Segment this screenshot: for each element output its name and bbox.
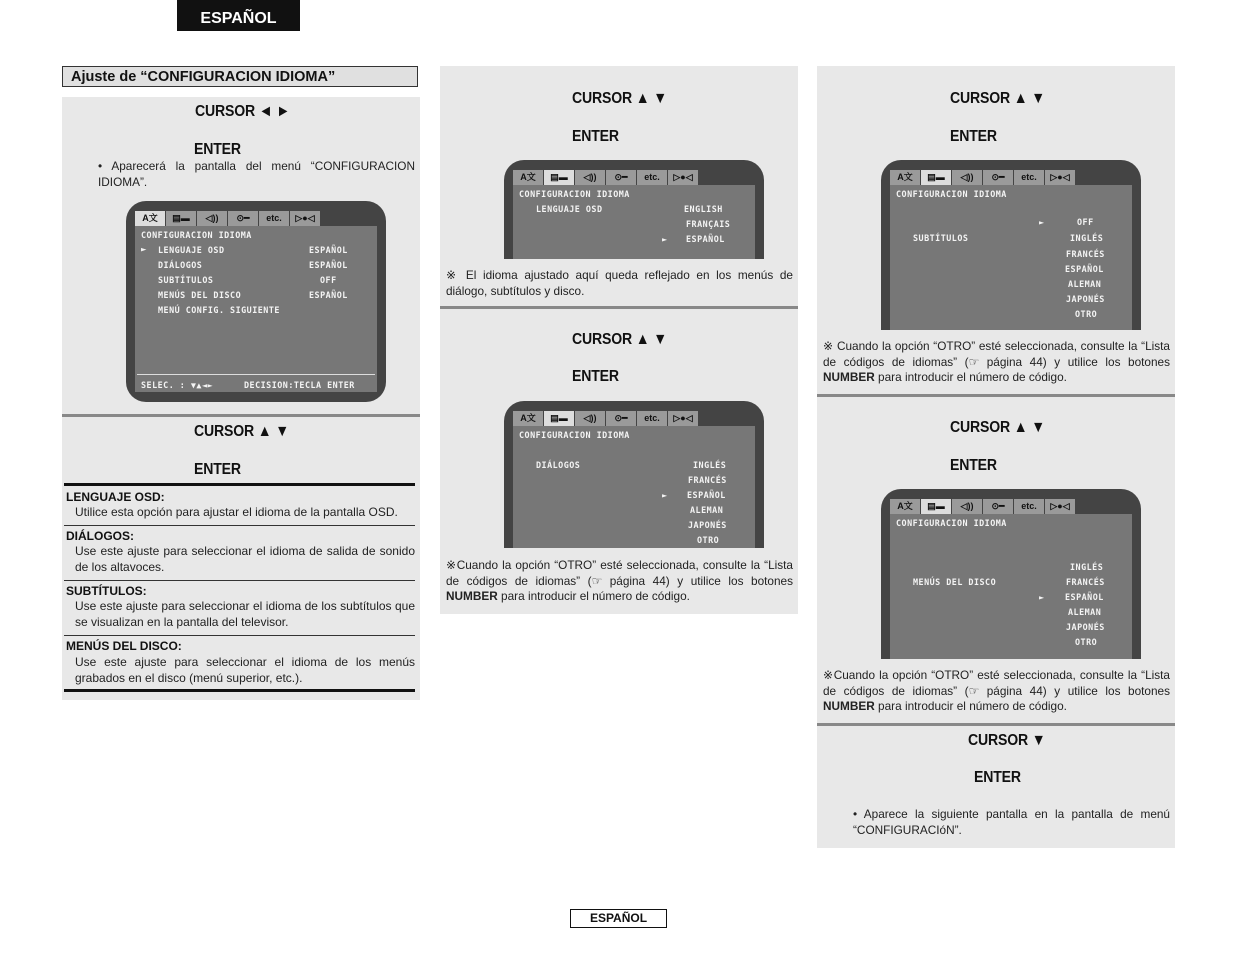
rule bbox=[64, 580, 415, 581]
osd-arrow: ► bbox=[1039, 217, 1045, 227]
col2-step-b-panel bbox=[440, 309, 798, 614]
audio-icon: ◁)) bbox=[952, 170, 983, 185]
osd-option: ESPAÑOL bbox=[1065, 592, 1104, 602]
desc-menus-del-disco: Use este ajuste para seleccionar el idioma de los menús grabados en el disco (menú superior, etc.). bbox=[75, 655, 415, 685]
cursor-down-instruction: CURSOR ▼ bbox=[968, 732, 1046, 749]
osd-footer-decision: DECISION:TECLA ENTER bbox=[244, 380, 355, 390]
enter-instruction: ENTER bbox=[974, 769, 1021, 786]
key-icon: ⊙━ bbox=[606, 411, 637, 426]
audio-icon: ◁)) bbox=[575, 170, 606, 185]
language-icon: A文 bbox=[890, 499, 921, 514]
rule bbox=[64, 635, 415, 636]
rule bbox=[64, 689, 415, 692]
osd-option: JAPONÉS bbox=[688, 520, 727, 530]
note-a bbox=[823, 339, 1170, 386]
term-menus-del-disco: MENÚS DEL DISCO: bbox=[66, 639, 182, 653]
desc-subtitulos: Use este ajuste para seleccionar el idioma de los subtítulos que se visualizan en la pantalla del televisor. bbox=[75, 599, 415, 629]
cursor-up-down-instruction: CURSOR ▲ ▼ bbox=[572, 331, 667, 348]
note-a: ※ El idioma ajustado aquí queda reflejado en los menús de diálogo, subtítulos y disco. bbox=[446, 268, 793, 298]
cursor-up-down-instruction: CURSOR ▲ ▼ bbox=[950, 419, 1045, 436]
osd-title: CONFIGURACION IDIOMA bbox=[896, 189, 1007, 199]
note-b-text: ※Cuando la opción “OTRO” esté seleccionada, consulte la “Lista de códigos de idiomas” (☞ página 44) y utilice los botones bbox=[446, 558, 793, 588]
tv-screen-osd-language bbox=[504, 160, 764, 259]
language-tab-footer: ESPAÑOL bbox=[570, 909, 667, 928]
note-a-number: NUMBER bbox=[823, 370, 875, 384]
osd-row-value: ESPAÑOL bbox=[309, 260, 348, 270]
step1-note: • Aparecerá la pantalla del menú “CONFIGURACION IDIOMA”. bbox=[98, 159, 415, 189]
osd-title: CONFIGURACION IDIOMA bbox=[896, 518, 1007, 528]
col2-step-a-panel bbox=[440, 66, 798, 306]
section-title: Ajuste de “CONFIGURACION IDIOMA” bbox=[62, 66, 418, 87]
enter-instruction: ENTER bbox=[572, 368, 619, 385]
desc-dialogos: Use este ajuste para seleccionar el idioma de salida de sonido de los altavoces. bbox=[75, 544, 415, 574]
osd-option: ESPAÑOL bbox=[686, 234, 725, 244]
osd-option: OTRO bbox=[1075, 637, 1098, 647]
osd-row-label: SUBTÍTULOS bbox=[158, 275, 214, 285]
display-icon: ▤▬ bbox=[166, 211, 197, 226]
osd-option: OTRO bbox=[697, 535, 720, 545]
osd-row-value: ESPAÑOL bbox=[309, 245, 348, 255]
playback-icon: ▷●◁ bbox=[668, 170, 699, 185]
enter-instruction: ENTER bbox=[194, 461, 241, 478]
language-icon: A文 bbox=[890, 170, 921, 185]
osd-option: INGLÉS bbox=[1070, 562, 1104, 572]
enter-instruction: ENTER bbox=[194, 141, 241, 158]
note-c: • Aparece la siguiente pantalla en la pantalla de menú “CONFIGURACIóN”. bbox=[853, 807, 1170, 837]
enter-instruction: ENTER bbox=[572, 128, 619, 145]
osd-option: FRANCÉS bbox=[1066, 249, 1105, 259]
osd-screen bbox=[890, 514, 1132, 659]
osd-label: LENGUAJE OSD bbox=[536, 204, 603, 214]
col3-step-b-panel bbox=[817, 397, 1175, 723]
osd-option: ESPAÑOL bbox=[1065, 264, 1104, 274]
key-icon: ⊙━ bbox=[983, 499, 1014, 514]
osd-title: CONFIGURACION IDIOMA bbox=[519, 189, 630, 199]
note-a-text: ※ Cuando la opción “OTRO” esté seleccionada, consulte la “Lista de códigos de idiomas” (☞ página 44) y utilice los botones bbox=[823, 339, 1170, 369]
note-b-text: ※Cuando la opción “OTRO” esté seleccionada, consulte la “Lista de códigos de idiomas” (☞ página 44) y utilice los botones bbox=[823, 668, 1170, 698]
osd-option: OTRO bbox=[1075, 309, 1098, 319]
etc-icon: etc. bbox=[259, 211, 290, 226]
etc-icon: etc. bbox=[1014, 499, 1045, 514]
osd-option: JAPONÉS bbox=[1066, 622, 1105, 632]
osd-icon-bar bbox=[135, 211, 321, 226]
osd-title: CONFIGURACION IDIOMA bbox=[141, 230, 252, 240]
osd-option: ENGLISH bbox=[684, 204, 723, 214]
osd-option: ESPAÑOL bbox=[687, 490, 726, 500]
osd-arrow: ► bbox=[1039, 592, 1045, 602]
col1-step1-panel bbox=[62, 97, 420, 414]
osd-label: DIÁLOGOS bbox=[536, 460, 581, 470]
osd-option: OFF bbox=[1077, 217, 1094, 227]
enter-instruction: ENTER bbox=[950, 128, 997, 145]
audio-icon: ◁)) bbox=[952, 499, 983, 514]
note-b bbox=[446, 558, 793, 605]
cursor-up-down-instruction: CURSOR ▲ ▼ bbox=[950, 90, 1045, 107]
term-lenguaje-osd: LENGUAJE OSD: bbox=[66, 490, 165, 504]
osd-arrow: ► bbox=[662, 490, 668, 500]
cursor-up-down-instruction: CURSOR ▲ ▼ bbox=[572, 90, 667, 107]
playback-icon: ▷●◁ bbox=[290, 211, 321, 226]
tv-screen-subtitulos bbox=[881, 160, 1141, 330]
osd-row-label: MENÚS DEL DISCO bbox=[158, 290, 242, 300]
osd-screen bbox=[890, 185, 1132, 330]
tv-screen-menus-del-disco bbox=[881, 489, 1141, 659]
osd-option: JAPONÉS bbox=[1066, 294, 1105, 304]
audio-icon: ◁)) bbox=[197, 211, 228, 226]
osd-row-label: DIÁLOGOS bbox=[158, 260, 203, 270]
cursor-up-down-instruction: CURSOR ▲ ▼ bbox=[194, 423, 289, 440]
language-icon: A文 bbox=[513, 411, 544, 426]
osd-option: ALEMAN bbox=[1068, 607, 1102, 617]
tv-screen-dialogos bbox=[504, 401, 764, 548]
osd-screen bbox=[513, 426, 755, 548]
osd-option: INGLÉS bbox=[693, 460, 727, 470]
enter-instruction: ENTER bbox=[950, 457, 997, 474]
key-icon: ⊙━ bbox=[983, 170, 1014, 185]
osd-option: INGLÉS bbox=[1070, 233, 1104, 243]
osd-footer-select: SELEC. : ▼▲◄► bbox=[141, 380, 214, 390]
language-tab-header: ESPAÑOL bbox=[177, 0, 300, 31]
osd-option: ALEMAN bbox=[1068, 279, 1102, 289]
note-b-text-end: para introducir el número de código. bbox=[874, 699, 1067, 713]
osd-row-value: ESPAÑOL bbox=[309, 290, 348, 300]
key-icon: ⊙━ bbox=[606, 170, 637, 185]
osd-row-arrow: ► bbox=[141, 245, 147, 255]
col1-step2-panel bbox=[62, 417, 420, 700]
term-dialogos: DIÁLOGOS: bbox=[66, 529, 134, 543]
osd-title: CONFIGURACION IDIOMA bbox=[519, 430, 630, 440]
osd-row-label: MENÚ CONFIG. SIGUIENTE bbox=[158, 305, 280, 315]
key-icon: ⊙━ bbox=[228, 211, 259, 226]
rule bbox=[64, 525, 415, 526]
osd-option: ALEMAN bbox=[690, 505, 724, 515]
audio-icon: ◁)) bbox=[575, 411, 606, 426]
tv-screen-language-menu bbox=[126, 201, 386, 402]
col3-step-a-panel bbox=[817, 66, 1175, 394]
cursor-left-right-instruction: CURSOR ◄ ► bbox=[195, 103, 290, 120]
osd-icon-bar bbox=[513, 411, 699, 426]
osd-arrow: ► bbox=[662, 234, 668, 244]
note-b-number: NUMBER bbox=[446, 589, 498, 603]
osd-label: MENÚS DEL DISCO bbox=[913, 577, 997, 587]
language-icon: A文 bbox=[513, 170, 544, 185]
etc-icon: etc. bbox=[637, 170, 668, 185]
language-icon: A文 bbox=[135, 211, 166, 226]
osd-option: FRANÇAIS bbox=[686, 219, 731, 229]
osd-option: FRANCÉS bbox=[1066, 577, 1105, 587]
rule bbox=[64, 483, 415, 486]
playback-icon: ▷●◁ bbox=[1045, 499, 1076, 514]
osd-option: FRANCÉS bbox=[688, 475, 727, 485]
desc-lenguaje-osd: Utilice esta opción para ajustar el idioma de la pantalla OSD. bbox=[75, 505, 398, 519]
note-b-text-end: para introducir el número de código. bbox=[497, 589, 690, 603]
playback-icon: ▷●◁ bbox=[1045, 170, 1076, 185]
display-icon: ▤▬ bbox=[544, 411, 575, 426]
display-icon: ▤▬ bbox=[544, 170, 575, 185]
note-b bbox=[823, 668, 1170, 715]
osd-row-value: OFF bbox=[320, 275, 337, 285]
osd-label: SUBTÍTULOS bbox=[913, 233, 969, 243]
display-icon: ▤▬ bbox=[921, 499, 952, 514]
etc-icon: etc. bbox=[1014, 170, 1045, 185]
osd-icon-bar bbox=[513, 170, 699, 185]
osd-row-label: LENGUAJE OSD bbox=[158, 245, 225, 255]
col3-step-c-panel bbox=[817, 726, 1175, 848]
osd-screen bbox=[513, 185, 755, 259]
osd-icon-bar bbox=[890, 170, 1076, 185]
display-icon: ▤▬ bbox=[921, 170, 952, 185]
note-a-text-end: para introducir el número de código. bbox=[874, 370, 1067, 384]
playback-icon: ▷●◁ bbox=[668, 411, 699, 426]
osd-screen bbox=[135, 226, 377, 392]
osd-icon-bar bbox=[890, 499, 1076, 514]
etc-icon: etc. bbox=[637, 411, 668, 426]
note-b-number: NUMBER bbox=[823, 699, 875, 713]
term-subtitulos: SUBTÍTULOS: bbox=[66, 584, 147, 598]
